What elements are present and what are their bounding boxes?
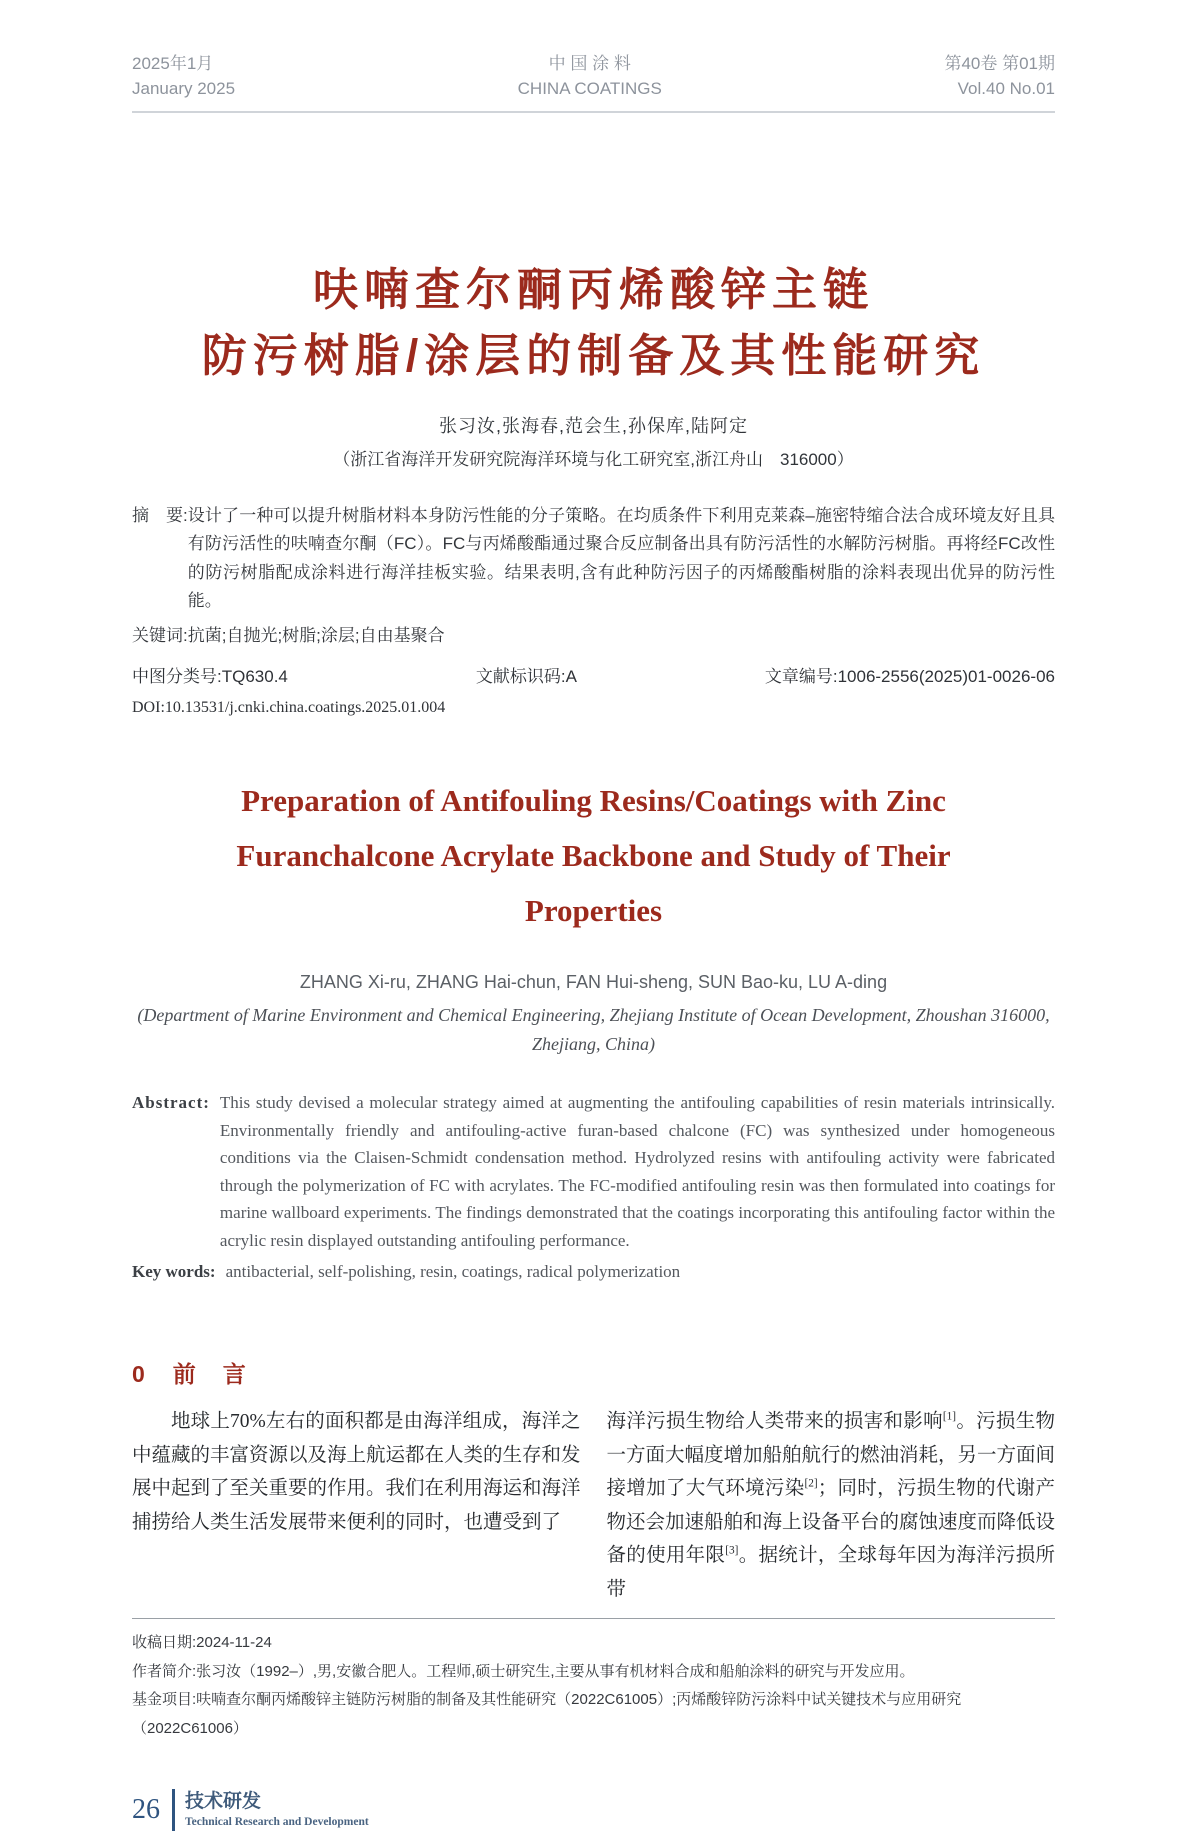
body-column-left: 地球上70%左右的面积都是由海洋组成，海洋之中蕴藏的丰富资源以及海上航运都在人类的生存和发展中起到了至关重要的作用。我们在利用海运和海洋捕捞给人类生活发展带来便利的同时，也遭受到了	[132, 1411, 581, 1533]
document-code-label: 文献标识码:	[475, 666, 566, 686]
affiliation-cn: （浙江省海洋开发研究院海洋环境与化工研究室,浙江舟山 316000）	[333, 449, 854, 469]
section-0-heading	[132, 1356, 1055, 1389]
keywords-cn-text: 抗菌;自抛光;树脂;涂层;自由基聚合	[187, 625, 445, 645]
page-footer	[132, 1789, 1055, 1831]
body-columns	[132, 1405, 1055, 1606]
doi: DOI:10.13531/j.cnki.china.coatings.2025.01.004	[132, 698, 446, 716]
header-journal-name	[518, 52, 662, 101]
authors-en: ZHANG Xi-ru, ZHANG Hai-chun, FAN Hui-sheng, SUN Bao-ku, LU A-ding	[299, 972, 888, 993]
keywords-en-text: antibacterial, self-polishing, resin, coatings, radical polymerization	[225, 1262, 681, 1282]
page-number: 26	[132, 1794, 160, 1826]
header-date-zh: 2025年1月	[132, 54, 214, 73]
footnote-received-date	[132, 1629, 1055, 1658]
abstract-cn-label: 摘 要:	[132, 505, 188, 525]
keywords-en	[132, 1262, 1055, 1282]
body-column-right: 海洋污损生物给人类带来的损害和影响[1]。污损生物一方面大幅度增加船舶航行的燃油消耗，另一方面间接增加了大气环境污染[2]；同时，污损生物的代谢产物还会加速船舶和海上设备平台的腐蚀速度而降低设备的使用年限[3]。据统计，全球每年因为海洋污损所带	[606, 1410, 1056, 1600]
article-title-cn-line2: 防污树脂/涂层的制备及其性能研究	[201, 329, 986, 381]
meta-row	[132, 662, 1055, 687]
section-0-number: 0	[132, 1361, 145, 1388]
keywords-cn-label: 关键词:	[132, 625, 188, 645]
journal-header	[132, 0, 1055, 113]
clc-value: TQ630.4	[221, 666, 288, 686]
footnote-bio-label: 作者简介:	[132, 1662, 197, 1680]
article-title-en: Preparation of Antifouling Resins/Coatings with Zinc Furanchalcone Acrylate Backbone and Study of Their Properties	[236, 782, 951, 929]
clc-label: 中图分类号:	[132, 666, 222, 686]
abstract-en-text: This study devised a molecular strategy aimed at augmenting the antifouling capabilities of resin materials intrinsically. Environmentally friendly and antifouling-active furan-based chalcone (FC) was synthesized under homogeneous conditions via the Claisen-Schmidt condensation method. Hydrolyzed resins with antifouling activity were fabricated through the polymerization of FC with acrylates. The FC-modified antifouling resin was then formulated into coatings for marine wallboard experiments. The findings demonstrated that the coatings incorporating this antifouling factor within the acrylic resin displayed outstanding antifouling performance.	[219, 1093, 1055, 1250]
footer-divider-bar	[172, 1789, 175, 1831]
keywords-cn	[132, 621, 1055, 646]
abstract-cn	[132, 502, 1055, 616]
footer-section	[185, 1791, 369, 1830]
header-journal-zh: 中 国 涂 料	[548, 54, 631, 73]
header-date	[132, 52, 235, 101]
footnote-funding-value: 呋喃查尔酮丙烯酸锌主链防污树脂的制备及其性能研究（2022C61005）;丙烯酸锌防污涂料中试关键技术与应用研究（2022C61006）	[132, 1691, 962, 1737]
article-id	[765, 662, 1055, 687]
article-title-cn	[132, 257, 1055, 388]
footnote-received-label: 收稿日期:	[132, 1634, 197, 1652]
keywords-en-label: Key words:	[132, 1262, 216, 1282]
abstract-cn-text: 设计了一种可以提升树脂材料本身防污性能的分子策略。在均质条件下利用克莱森–施密特缩合法合成环境友好且具有防污活性的呋喃查尔酮（FC）。FC与丙烯酸酯通过聚合反应制备出具有防污活性的水解防污树脂。再将经FC改性的防污树脂配成涂料进行海洋挂板实验。结果表明,含有此种防污因子的丙烯酸酯树脂的涂料表现出优异的防污性能。	[187, 505, 1055, 611]
authors-cn: 张习汝,张海春,范会生,孙保库,陆阿定	[438, 415, 748, 436]
footnote-author-bio	[132, 1658, 1055, 1687]
clc-number	[132, 662, 288, 687]
document-code	[476, 662, 577, 687]
section-0-title: 前 言	[172, 1361, 248, 1388]
header-date-en: January 2025	[132, 78, 236, 98]
footnote-funding-label: 基金项目:	[132, 1691, 197, 1709]
article-id-label: 文章编号:	[764, 666, 838, 686]
footnote-funding	[132, 1686, 1055, 1743]
footer-section-zh: 技术研发	[185, 1791, 262, 1812]
document-code-value: A	[565, 666, 577, 686]
header-issue-zh: 第40卷 第01期	[944, 54, 1055, 73]
header-issue-en: Vol.40 No.01	[957, 78, 1055, 98]
abstract-en	[132, 1089, 1055, 1254]
article-id-value: 1006-2556(2025)01-0026-06	[837, 666, 1055, 686]
header-journal-en: CHINA COATINGS	[517, 78, 662, 98]
footer-section-en: Technical Research and Development	[185, 1815, 369, 1828]
footnote-bio-value: 张习汝（1992–）,男,安徽合肥人。工程师,硕士研究生,主要从事有机材料合成和船舶涂料的研究与开发应用。	[196, 1662, 915, 1680]
header-issue	[944, 52, 1055, 101]
abstract-en-label: Abstract:	[132, 1093, 210, 1113]
article-title-cn-line1: 呋喃查尔酮丙烯酸锌主链	[312, 264, 874, 316]
footnotes	[132, 1618, 1055, 1743]
footnote-received-value: 2024-11-24	[196, 1634, 272, 1652]
affiliation-en: (Department of Marine Environment and Chemical Engineering, Zhejiang Institute of Ocean Development, Zhoushan 316000, Zhejiang, China)	[137, 1005, 1050, 1055]
